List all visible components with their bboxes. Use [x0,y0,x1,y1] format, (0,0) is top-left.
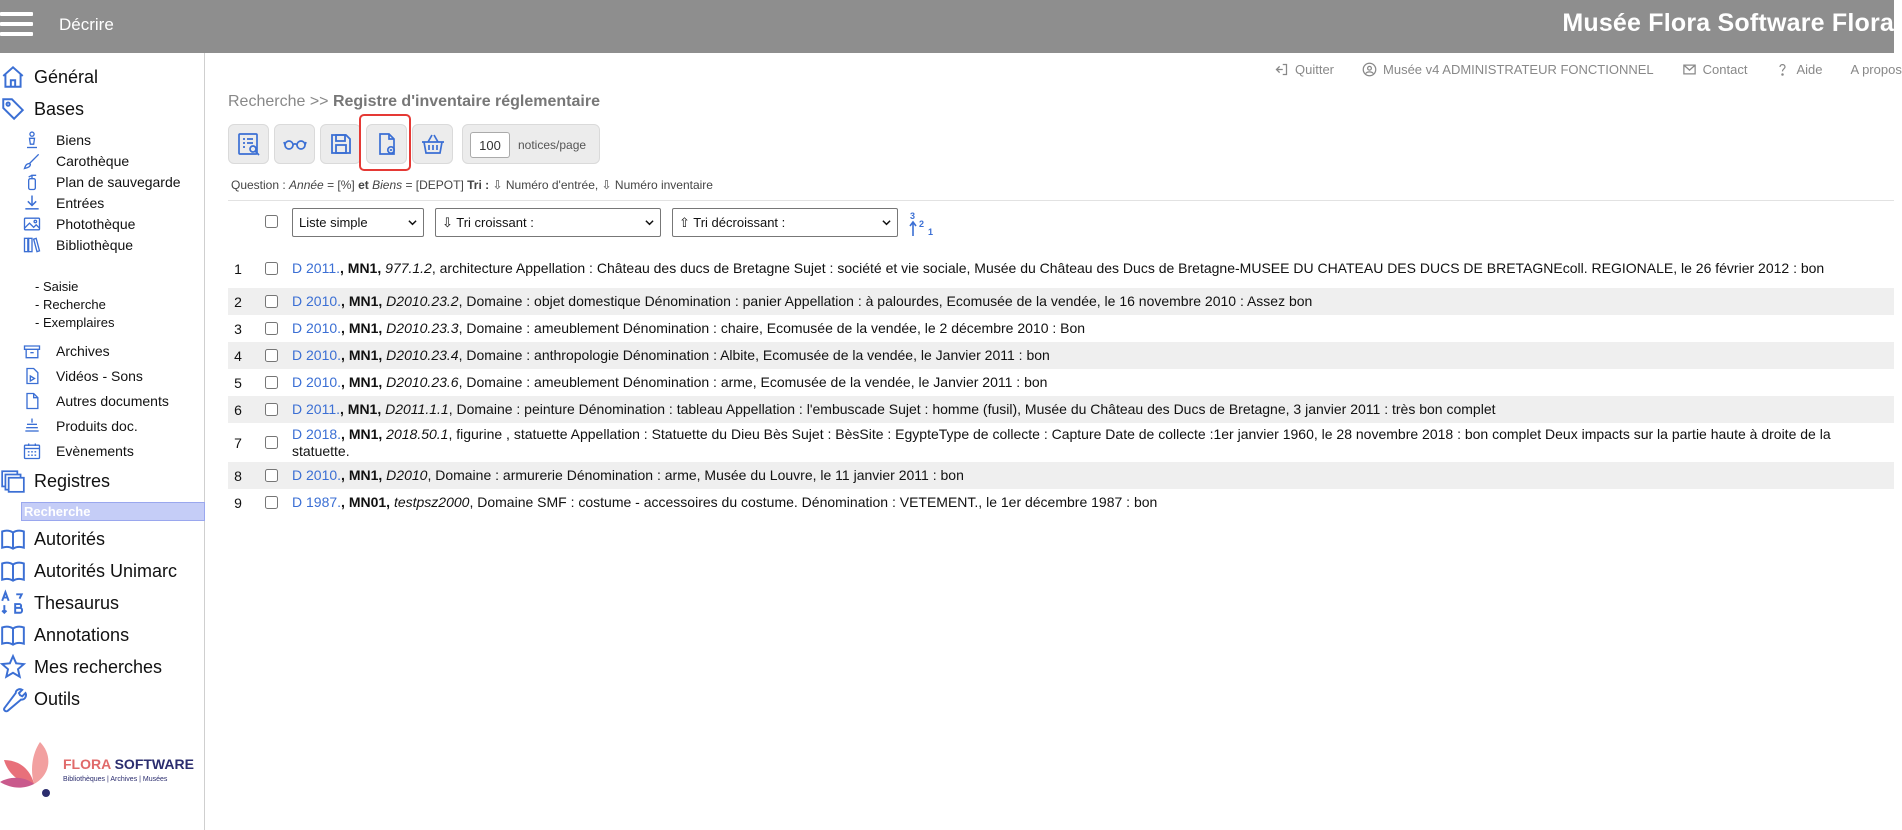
sidebar-item-plan-sauvegarde[interactable]: Plan de sauvegarde [22,170,202,194]
record-code: , MN1, [341,347,383,363]
record-link[interactable]: D 2010. [292,320,342,336]
table-row[interactable] [228,396,1894,423]
sidebar-item-autres-documents[interactable]: Autres documents [22,389,202,413]
record-id: testpsz2000 [390,494,470,510]
row-number: 5 [234,374,242,391]
brand-title: Musée Flora Software Flora [1562,9,1894,37]
record-code: , MN1, [341,425,383,442]
row-checkbox[interactable] [265,496,278,509]
record-code: , MN1, [340,401,382,417]
sidebar-item-videos-sons[interactable]: Vidéos - Sons [22,364,202,388]
basket-button[interactable] [412,124,453,164]
record-link[interactable]: D 2011. [292,401,340,417]
sidebar-label: Autorités [34,528,106,549]
row-checkbox[interactable] [265,262,278,275]
export-document-button[interactable] [366,124,407,164]
record-description: , Domaine : objet domestique Dénomination : panier Appellation : à palourdes, Ecomusée de la vendée, le 16 novembre 2010 : Assez bon [458,293,1313,309]
user-circle-icon [1362,62,1377,77]
sidebar-item-archives[interactable]: Archives [22,339,202,363]
record-code: , MN1, [341,320,383,336]
sidebar-item-annotations[interactable] [0,620,200,650]
table-row[interactable] [228,423,1894,462]
record-description: , Domaine : armurerie Dénomination : arme, Musée du Louvre, le 11 janvier 2011 : bon [427,467,964,483]
sidebar-label: Thesaurus [34,592,120,613]
sidebar-item-recherche-biblio[interactable]: - Recherche [35,297,106,312]
about-link[interactable]: A propos [1850,62,1902,77]
record-link[interactable]: D 2010. [292,347,342,363]
search-list-button[interactable] [228,124,269,164]
calendar-icon [22,441,42,461]
sidebar-label: Bases [34,98,85,119]
record-code: , MN01, [341,494,391,510]
query-summary: Question : Année = [%] et Biens = [DEPOT] Tri : ⇩ Numéro d'entrée, ⇩ Numéro inventaire [231,178,713,192]
record-id: D2010.23.2 [382,293,459,309]
image-icon [22,214,42,234]
record-id: 2018.50.1 [382,425,449,442]
record-code: , MN1, [341,293,383,309]
record-description: , Domaine : peinture Dénomination : tableau Appellation : l'embuscade Sujet : homme (fusil), Musée du Château des Ducs de Bretagne, 3 janvier 2011 : très bon complet [448,401,1496,417]
record-code: , MN1, [341,374,383,390]
record-link[interactable]: D 2010. [292,374,342,390]
record-id: D2010.23.4 [382,347,459,363]
row-text [292,374,1864,391]
sidebar-item-saisie[interactable]: - Saisie [35,279,79,294]
sidebar-label: Mes recherches [34,656,163,677]
basket-icon [420,131,446,157]
logo-tagline: Bibliothèques | Archives | Musées [63,776,168,783]
sidebar-item-registres[interactable] [0,466,200,496]
flora-software-logo [0,730,200,798]
record-id: D2010.23.3 [382,320,459,336]
document-export-icon [374,131,400,157]
table-row[interactable] [228,249,1894,288]
per-page-input[interactable] [470,132,510,158]
open-book-icon [0,622,26,648]
sidebar-label: Annotations [34,624,130,645]
row-text [292,293,1864,310]
stack-icon [22,416,42,436]
sort-descending-select[interactable]: ⇧ Tri décroissant : [672,208,898,237]
per-page-label: notices/page [518,138,587,152]
sidebar-item-autorites[interactable] [0,524,200,554]
flower-logo-icon [0,730,56,798]
logo-name-part1: FLORA [63,756,115,772]
download-icon [22,193,42,213]
books-icon [22,235,42,255]
sidebar-item-bases[interactable] [0,94,200,124]
sidebar-item-outils[interactable] [0,684,200,714]
record-description: , figurine , statuette Appellation : Statuette du Dieu Bès Sujet : BèsSite : EgypteType de collecte : Capture Date de collecte :1er janvier 1960, le 28 novembre 2018 : bon complet Deux impacts sur la partie haute à droite de la statuette. [292,425,1831,459]
record-id: D2011.1.1 [381,401,449,417]
row-number: 9 [234,494,242,511]
logout-icon [1274,62,1289,77]
sidebar-item-carotheque[interactable]: Carothèque [22,149,202,173]
module-title: Décrire [59,15,114,34]
sidebar-item-thesaurus[interactable] [0,588,200,618]
record-link[interactable]: D 2010. [292,467,342,483]
list-search-icon [236,131,262,157]
utility-nav [1274,62,1902,77]
sidebar-item-produits-doc[interactable]: Produits doc. [22,414,202,438]
statue-icon [22,130,42,150]
archive-box-icon [22,341,42,361]
sidebar-item-entrees[interactable]: Entrées [22,191,202,215]
row-number: 8 [234,467,242,484]
contact-link[interactable]: Contact [1682,62,1748,77]
row-text [292,401,1864,418]
row-text [292,320,1864,337]
record-description: , Domaine : ameublement Dénomination : arme, Ecomusée de la vendée, le Janvier 2011 : bon [458,374,1048,390]
row-text [292,260,1864,277]
row-number: 2 [234,293,242,310]
top-bar [0,0,1894,53]
record-link[interactable]: D 2011. [292,260,340,276]
breadcrumb-current: Registre d'inventaire réglementaire [332,93,600,110]
sort-ascending-select[interactable]: ⇩ Tri croissant : [435,208,661,237]
record-code: , MN1, [341,467,383,483]
row-checkbox[interactable] [265,322,278,335]
row-checkbox[interactable] [265,403,278,416]
results-list [228,249,1894,516]
save-button[interactable] [320,124,361,164]
record-link[interactable]: D 2018. [292,425,342,442]
breadcrumb [228,93,600,111]
sidebar-item-evenements[interactable]: Evènements [22,439,202,463]
record-id: D2010.23.6 [382,374,459,390]
table-row[interactable] [228,462,1894,489]
chevron-down-icon [408,218,417,227]
sidebar-label: Registres [34,470,111,491]
sort-numeric-icon[interactable] [908,210,936,238]
row-text [292,494,1864,511]
chevron-down-icon [882,218,891,227]
glasses-icon [282,131,308,157]
record-id: D2010 [382,467,428,483]
record-description: , Domaine SMF : costume - accessoires du costume. Dénomination : VETEMENT., le 1er décembre 1987 : bon [469,494,1158,510]
row-text [292,347,1864,364]
user-account-link[interactable]: Musée v4 ADMINISTRATEUR FONCTIONNEL [1362,62,1654,77]
row-checkbox[interactable] [265,469,278,482]
record-id: 977.1.2 [381,260,432,276]
logo-name-part2: SOFTWARE [114,756,194,772]
sidebar-item-exemplaires[interactable]: - Exemplaires [35,315,115,330]
svg-text:1: 1 [928,227,934,237]
table-row[interactable] [228,342,1894,369]
open-book-icon [0,526,26,552]
quit-link[interactable]: Quitter [1274,62,1334,77]
record-description: , Domaine : ameublement Dénomination : chaire, Ecomusée de la vendée, le 2 décembre 2010 : Bon [458,320,1086,336]
tag-icon [0,96,26,122]
sidebar [0,53,205,830]
record-link[interactable]: D 2010. [292,293,342,309]
sidebar-item-mes-recherches[interactable] [0,652,200,682]
breadcrumb-parent[interactable]: Recherche >> [228,93,333,110]
hamburger-icon[interactable] [0,12,33,37]
svg-text:2: 2 [919,219,925,229]
select-all-checkbox[interactable] [265,215,278,228]
envelope-icon [1682,62,1697,77]
wrench-icon [0,686,26,712]
row-number: 3 [234,320,242,337]
sidebar-item-registres-recherche[interactable]: Recherche [21,502,205,521]
table-row[interactable] [228,315,1894,342]
row-checkbox[interactable] [265,349,278,362]
row-checkbox[interactable] [265,295,278,308]
per-page-control [462,124,600,164]
row-text [292,426,1864,460]
record-description: , Domaine : anthropologie Dénomination : Albite, Ecomusée de la vendée, le Janvier 2011 : bon [458,347,1050,363]
row-number: 7 [234,434,242,451]
table-row[interactable] [228,489,1894,516]
star-icon [0,654,26,680]
extinguisher-icon [22,172,42,192]
document-icon [22,391,42,411]
media-file-icon [22,366,42,386]
record-description: , architecture Appellation : Château des ducs de Bretagne Sujet : société et vie sociale, Musée du Château des Ducs de Bretagne-MUSEE DU CHATEAU DES DUCS DE BRETAGNEcoll. REGIONALE, le 26 février 2012 : bon [431,260,1825,276]
table-row[interactable] [228,369,1894,396]
question-icon [1775,62,1790,77]
chevron-down-icon [645,218,654,227]
row-text [292,467,1864,484]
record-code: , MN1, [340,260,382,276]
sidebar-item-autorites-unimarc[interactable] [0,556,200,586]
sidebar-label: Général [34,66,99,87]
preview-button[interactable] [274,124,315,164]
table-row[interactable] [228,288,1894,315]
sort-az-icon [0,590,26,616]
registers-icon [0,468,26,494]
display-mode-select[interactable]: Liste simple [292,208,424,237]
sidebar-label: Outils [34,688,81,709]
sidebar-item-biens[interactable]: Biens [22,128,202,152]
sidebar-label: Autorités Unimarc [34,560,178,581]
floppy-disk-icon [328,131,354,157]
row-number: 1 [234,260,242,277]
row-checkbox[interactable] [265,436,278,449]
open-book-icon [0,558,26,584]
svg-text:3: 3 [910,211,916,221]
sidebar-item-phototheque[interactable]: Photothèque [22,212,202,236]
list-controls [228,200,1894,242]
sidebar-item-general[interactable] [0,62,200,92]
record-link[interactable]: D 1987. [292,494,342,510]
row-checkbox[interactable] [265,376,278,389]
help-link[interactable]: Aide [1775,62,1822,77]
brush-icon [22,151,42,171]
row-number: 6 [234,401,242,418]
sidebar-item-bibliotheque[interactable]: Bibliothèque [22,233,202,257]
home-icon [0,64,26,90]
row-number: 4 [234,347,242,364]
